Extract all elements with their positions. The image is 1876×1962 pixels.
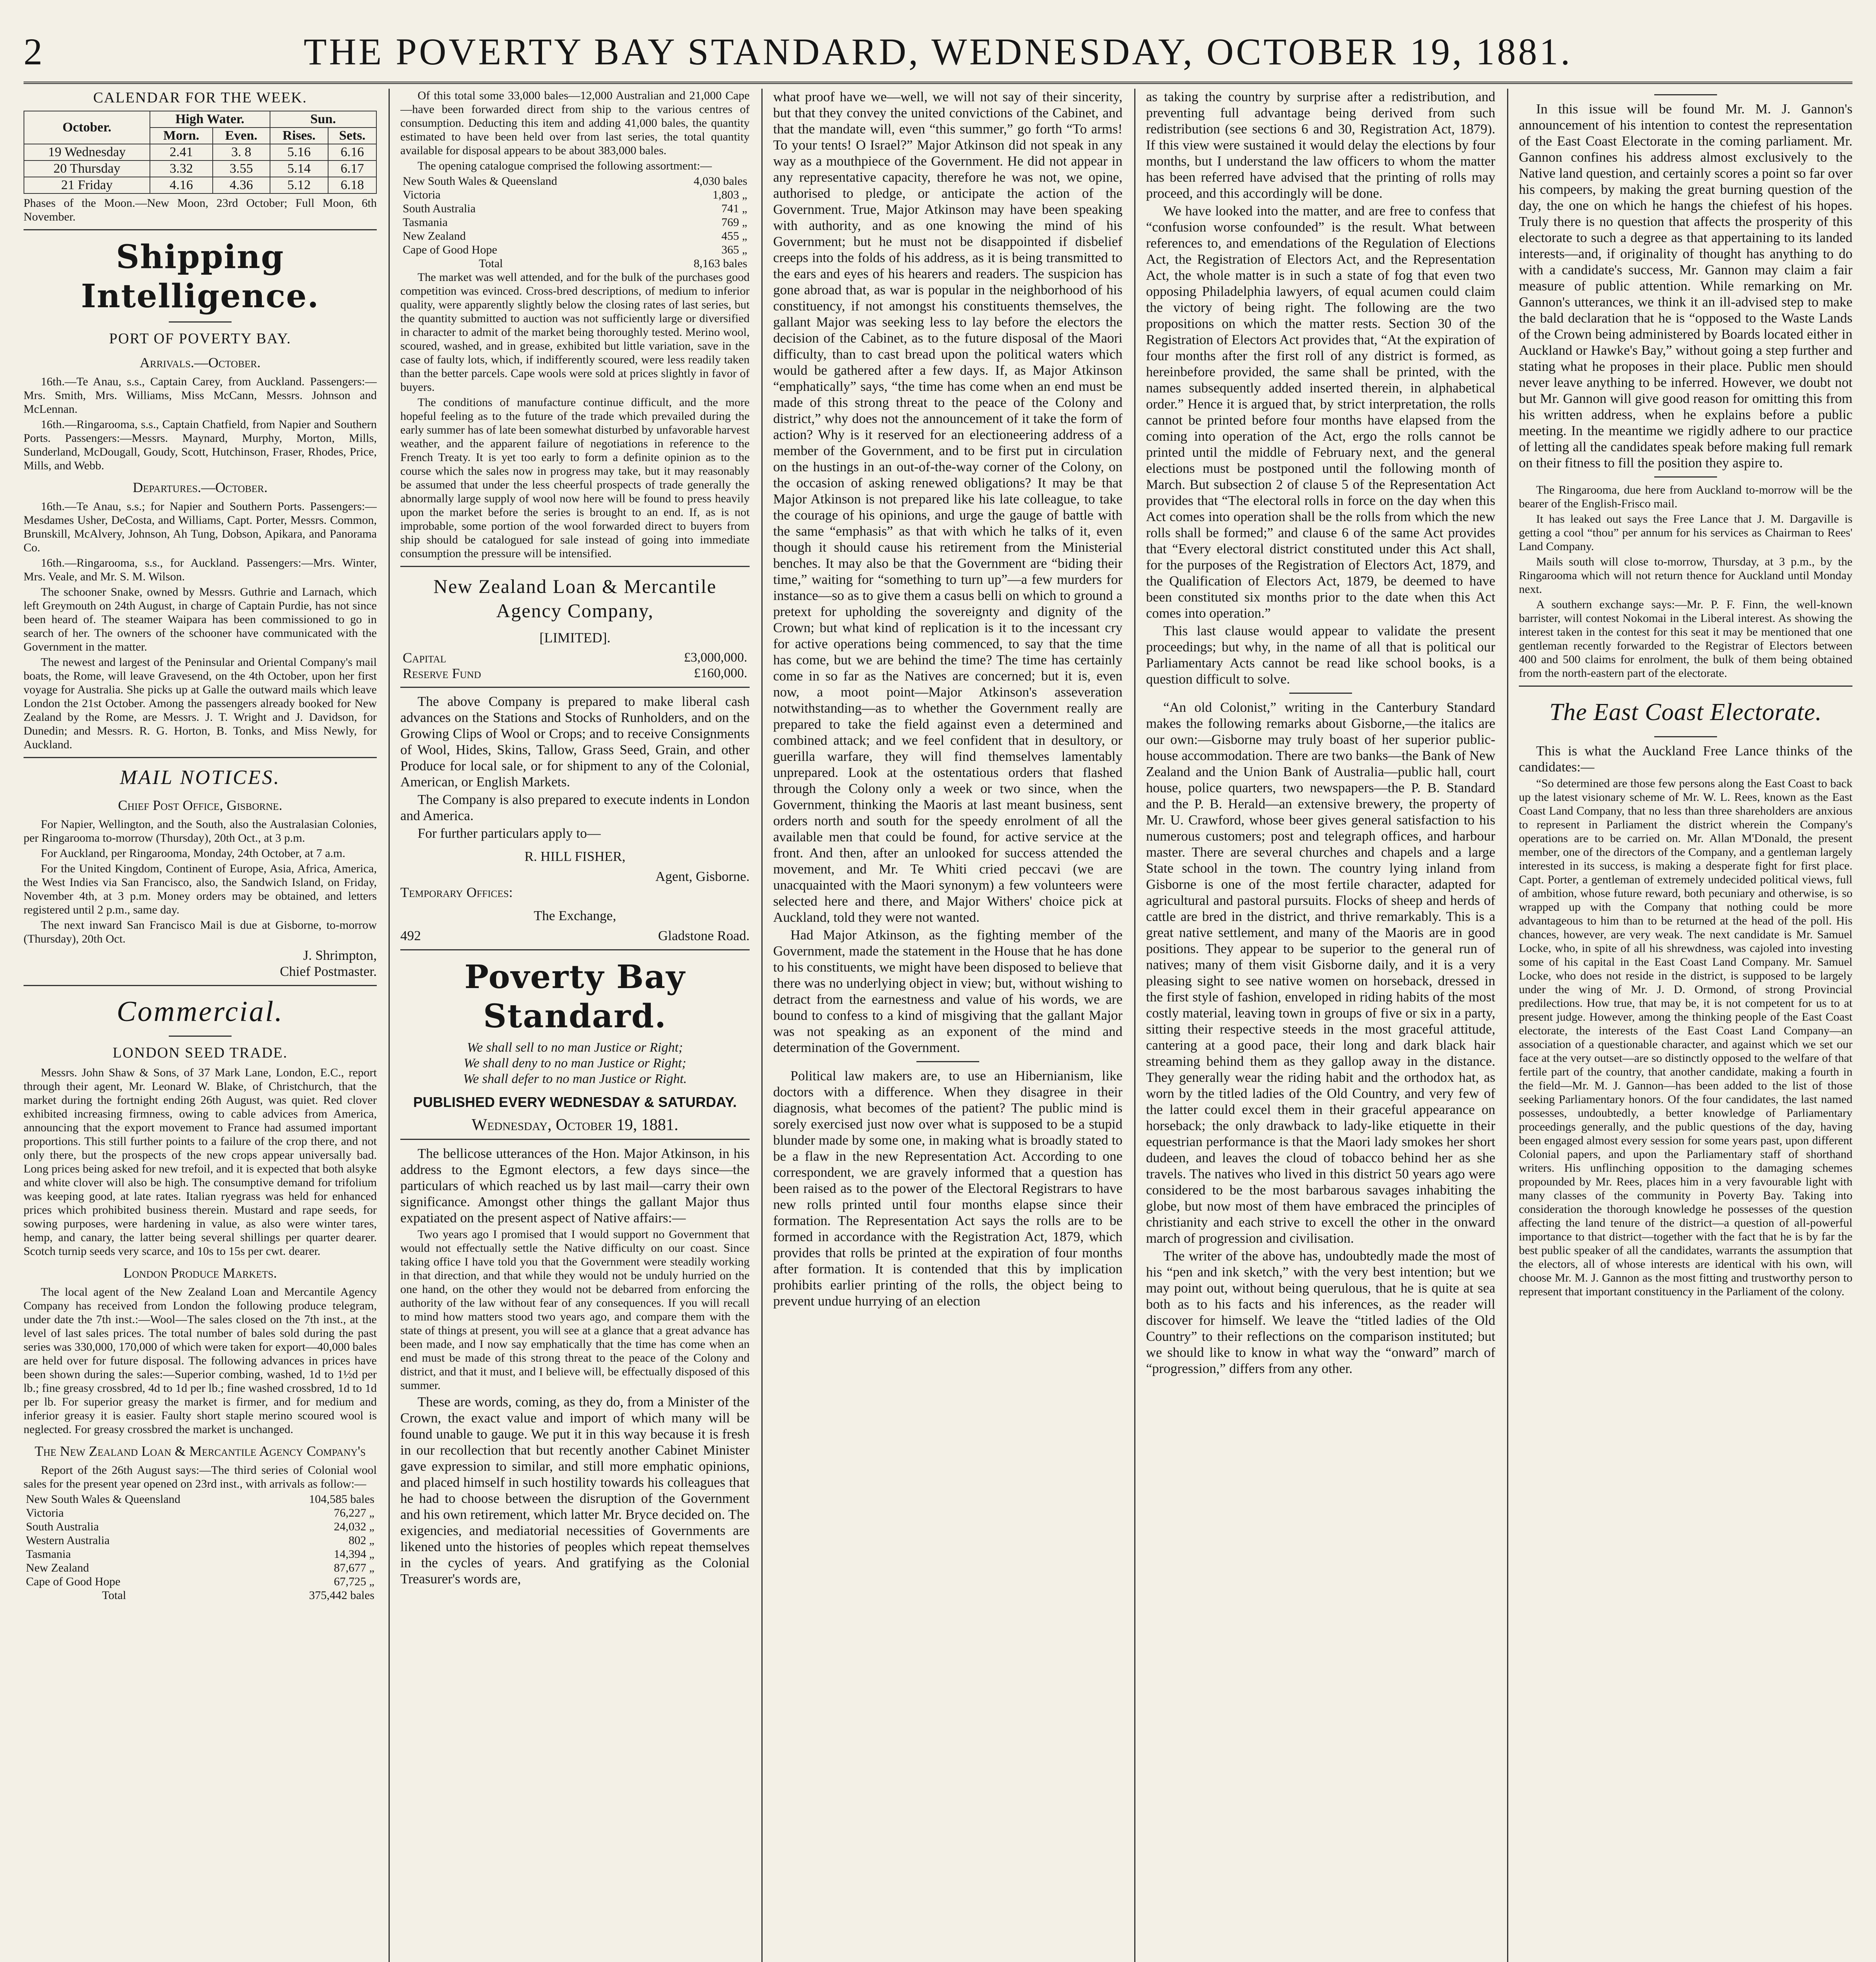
divider — [916, 1061, 979, 1062]
editorial-quote: Two years ago I promised that I would support no Government that would not effectually settle the Native difficulty on our coast. Since taking office I have told you that the Government were steadily working in that direction, and that while they would not be unduly hurried on the one hand, on the other they would not be debarred from enforcing the authority of the law without fear of any consequences. If you will recall to mind how matters stood two years ago, and compare them with the state of things at present, you will see at a glance that a great advance has been made, and I now say emphatically that the time has come when an end must be made of this strong threat to the peace of the Colony and district, and that it must, and I believe will, be effectually disposed of this summer. — [400, 1228, 750, 1392]
moon-phases: Phases of the Moon.—New Moon, 23rd October; Full Moon, 6th November. — [24, 197, 377, 223]
table-row: New Zealand 455 „ — [403, 230, 747, 243]
capital-label: Capital — [403, 650, 446, 666]
table-row: Victoria 76,227 „ — [26, 1506, 374, 1519]
news-brief: A southern exchange says:—Mr. P. F. Finn, the well-known barrister, will contest Nokomai in the Liberal interest. As showing the interest taken in the contest for this seat it may be mentioned that one gentleman recently forwarded to the Registrar of Electors between 400 and 500 claims for enrolment, the bulk of them being obtained from the north-eastern part of the electorate. — [1519, 598, 1852, 680]
produce-heading: London Produce Markets. — [123, 1265, 277, 1281]
rises-header: Rises. — [270, 128, 328, 144]
paper-title: Poverty Bay Standard. — [464, 958, 686, 1035]
motto-line: We shall deny to no man Justice or Right; — [464, 1056, 686, 1070]
wool-intro: Of this total some 33,000 bales—12,000 Australian and 21,000 Cape—have been forwarded direct from ship to the various centres of consumption. Deducting this item and adding 41,000 bales, the quantity estimated to have been held over from last series, the total quantity available for disposal appears to be about 383,000 bales. — [400, 89, 750, 157]
electorate-quote: “So determined are those few persons along the East Coast to back up the latest visionary scheme of Mr. W. L. Rees, known as the East Coast Land Company, that no less than three shareholders are anxious to represent in Parliament the district wherein the Company's operations are to be carried on. Mr. Allan M'Donald, the present member, one of the directors of the Company, and a gentleman largely interested in its success, is making a desperate fight for first place. Capt. Porter, a gentleman of extremely undecided political views, full of ambition, whose future reward, both pecuniary and otherwise, is so wrapped up with the Company that nothing could be more advantageous to him than to be returned at the head of the poll. His chances, however, are very weak. The next candidate is Mr. Samuel Locke, who, in spite of all his shrewdness, was cajoled into investing some of his capital in the East Coast Land Company. Mr. Samuel Locke, who does not reside in the district, is supposed to be largely under the wing of Mr. J. D. Ormond, of strong Provincial predilections. How true, that may be, it is not competent for us to at present judge. However, among the thinking people of the East Coast electorate, the interests of the East Coast Land Company—an association of a questionable character, and against which we set our face at the very outset—are so distinctly opposed to the welfare of that fertile part of the country, that another candidate, making a fourth in the field—Mr. M. J. Gannon—has been added to the list of those seeking Parliamentary honors. Of the four candidates, the last named possesses, undoubtedly, a better knowledge of Parliamentary proceedings generally, and the public questions of the day, having been engaged almost every session for some years past, upon different Colonial papers, and upon the Parliamentary staff of shorthand writers. His unflinching opposition to the damaging schemes propounded by Mr. Rees, places him in a very favourable light with many classes of the community in Poverty Bay. Taking into consideration the thorough knowledge he possesses of the question affecting the land tenure of the district—a question of all-powerful importance to that district—together with the fact that he is by far the best public speaker of all the candidates, warrants the assumption that the electors, all of whose interests are identical with his own, will choose Mr. M. J. Gannon as the most fitting and trustworthy person to represent that important constituency in the Parliament of the colony. — [1519, 777, 1852, 1298]
sun-header: Sun. — [270, 111, 376, 128]
column-5 — [1519, 89, 1852, 1962]
table-row: South Australia 741 „ — [403, 202, 747, 215]
divider — [169, 321, 232, 323]
editorial-paragraph: “An old Colonist,” writing in the Canterbury Standard makes the following remarks about Gisborne,—the italics are our own:—Gisborne may truly boast of her superior public-house accommodation. There are two banks—the Bank of New Zealand and the Union Bank of Australia—public hall, court house, police quarters, two newspapers—the P. B. Standard and the P. B. Herald—an extensive brewery, the property of Mr. U. Crawford, whose beer gives general satisfaction to his numerous customers; post and telegraph offices, and harbour master. There are several churches and chapels and a large State school in the town. The country lying inland from Gisborne is one of the most fertile character, adapted for agricultural and pastoral pursuits. Flocks of sheep and herds of cattle are bred in the district, and thrive remarkably. This is a great native settlement, and many of the Maoris are in good positions. They appear to be superior to the general run of natives; many of them visit Gisborne daily, and it is a very pleasing sight to see native women on horseback, dressed in the first style of fashion, enveloped in riding habits of the most costly material, leaving town in groups of five or six in a party, sitting their respective steeds in the most graceful attitude, cantering at a good pace, their long and dark black hair streaming behind them as they gallop away in the distance. They generally wear the riding habit and the orthodox hat, as worn by the titled ladies of the Old Country, and very few of the latter could excel them in their graceful appearance on horseback; the only drawback to lady-like etiquette in their equestrian performance is that the Maori lady smokes her short dudeen, and leaves the cloud of tobacco behind her as she travels. The natives who lived in this district 50 years ago were considered to be the most barbarous savages inhabiting the globe, but now most of them have embraced the principles of christianity and each strive to excell the other in the onward march of progression and civilisation. — [1146, 700, 1495, 1246]
column-rule — [761, 89, 763, 1962]
column-4 — [1146, 89, 1495, 1962]
table-row: New Zealand 87,677 „ — [26, 1561, 374, 1574]
nzloan-limited: [LIMITED]. — [539, 630, 611, 645]
motto-line: We shall defer to no man Justice or Right. — [463, 1072, 687, 1086]
mail-paragraph: The next inward San Francisco Mail is due at Gisborne, to-morrow (Thursday), 20th Oct. — [24, 919, 377, 945]
arrivals-heading: Arrivals.—October. — [140, 355, 261, 370]
column-3 — [773, 89, 1122, 1962]
editorial-paragraph: This last clause would appear to validate the present proceedings; but why, in the name of all that is political our Parliamentary Acts cannot be read like school books, is a question difficult to solve. — [1146, 623, 1495, 687]
mail-paragraph: For the United Kingdom, Continent of Europe, Asia, Africa, America, the West Indies via San Francisco, also, the Sandwich Island, on Friday, November 4th, at 3 p.m. Money orders may be obtained, and letters registered until 2 p.m., same day. — [24, 862, 377, 916]
table-row: Victoria 1,803 „ — [403, 188, 747, 201]
editorial-paragraph: The writer of the above has, undoubtedly made the most of his “pen and ink sketch,” with the very best intention; but we may point out, without being querulous, that he is quite at sea both as to his facts and his inferences, as the reader will discover for himself. We leave the “titled ladies of the Old Country” to their reflections on the comparison instituted; but we should like to know in what way the “onward” march of “progression,” differs from any other. — [1146, 1248, 1495, 1376]
page-number: 2 — [24, 31, 42, 73]
column-rule — [389, 89, 390, 1962]
divider — [24, 985, 377, 986]
departures-heading: Departures.—October. — [133, 480, 268, 495]
nzloan-heading: New Zealand Loan & Mercantile Agency Company, — [433, 575, 717, 622]
wool-catalogue-table — [400, 174, 750, 270]
editorial-paragraph: We have looked into the matter, and are free to confess that “confusion worse confounded” is the result. What between references to, and emendations of the Regulation of Elections Act, the Registration of Electors Act, and the Representation Act, the whole matter is in such a state of fog that even two opposing Philadelphia lawyers, of equal acumen could claim the victory of being right. The following are the two propositions on which the matter rests. Section 30 of the Registration of Electors Act provides that, “At the expiration of four months after the first roll of any district is formed, as hereinbefore provided, the same shall be printed, with the names subsequently added inserted therein, in alphabetical order.” Hence it is argued that, by strict interpretation, the rolls cannot be printed before four months have elapsed from the coming into operation of the Act, ergo the rolls cannot be printed until the middle of February next, and the general elections must be postponed until the following month of March. But subsection 2 of clause 5 of the Representation Act provides that “The electoral rolls in force on the day when this Act comes into operation shall be the rolls from which the new rolls shall be formed;” and clause 6 of the same Act provides that “Every electoral district constituted under this Act shall, for the purposes of the Registration of Electors Act, 1879, and the Qualification of Electors Act, 1879, be deemed to have been constituted six months prior to the date when this Act comes into operation.” — [1146, 203, 1495, 621]
nzloan-body-2: The Company is also prepared to execute indents in London and America. — [400, 792, 750, 823]
reserve-value: £160,000. — [694, 666, 747, 680]
divider — [400, 566, 750, 567]
editorial-paragraph: In this issue will be found Mr. M. J. Gannon's announcement of his intention to contest the representation of the East Coast Electorate in the coming parliament. Mr. Gannon confines his address almost exclusively to the Native land question, and certainly scores a point so far over his compeers, by making the great burning question of the day, the one on which he hangs the chiefest of his hopes. Truly there is no question that affects the prosperity of this electorate to such a degree as that appertaining to its landed interests—and, if originality of thought has anything to do with a candidate's success, Mr. Gannon may claim a fair measure of public attention. While remarking on Mr. Gannon's utterances, we think it an ill-advised step to make the bald declaration that he is “opposed to the Waste Lands of the Crown being administered by Boards located either in Auckland or Hawke's Bay,” without going a step further and stating what he proposes in their place. Public men should never leave anything to be inferred. However, we doubt not but Mr. Gannon will give good reason for omitting this from his written address, when he explains before a public meeting. In the meantime we rigidly adhere to our practice of letting all the candidates speak before making full remark on their fitness to fill the position they aspire to. — [1519, 101, 1852, 470]
wool-catalogue-text: The opening catalogue comprised the following assortment:— — [418, 159, 712, 172]
table-row: Tasmania 769 „ — [403, 216, 747, 229]
port-heading: PORT OF POVERTY BAY. — [109, 330, 292, 347]
high-water-header: High Water. — [150, 111, 270, 128]
newspaper-header-title: THE POVERTY BAY STANDARD, WEDNESDAY, OCTOBER 19, 1881. — [303, 31, 1573, 73]
paper-date: Wednesday, October 19, 1881. — [471, 1116, 679, 1134]
nzloan-road: Gladstone Road. — [658, 928, 750, 943]
wool-market-text: The market was well attended, and for the bulk of the purchases good competition was evinced. Cross-bred descriptions, of medium to inferior quality, were apparently slightly below the closing rates of last series, but the quantity submitted to auction was not sufficiently large or diversified in character to admit of the market being thoroughly tested. Merino wool, scoured, washed, and in grease, exhibited but little variation, save in the case of faulty lots, which, if indifferently scoured, were less readily taken than the better parcels. Cape wools were sold at prices slightly in favor of buyers. — [400, 271, 750, 394]
mail-signature-title: Chief Postmaster. — [280, 964, 377, 979]
produce-text: The local agent of the New Zealand Loan and Mercantile Agency Company has received from London the following produce telegram, under date the 7th inst.:—Wool—The sales closed on the 7th inst., at the level of last sales prices. The total number of bales sold during the past series was 330,000, 170,000 of which were taken for export—40,000 bales are held over for future disposal. The following advances in prices have been shown during the sales:—Superior combing, washed, 1d to 1½d per lb.; fine greasy crossbred, 4d to 1d per lb.; fine washed crossbred, 1d to 1d per lb. For superior greasy the market is firmer, and for medium and inferior greasy it is easier. Faulty short staple merino scoured wool is neglected. For greasy crossbred the market is unchanged. — [24, 1286, 377, 1436]
column-2 — [400, 89, 750, 1962]
divider — [400, 949, 750, 950]
calendar-row: 21 Friday 4.16 4.36 5.12 6.18 — [24, 177, 376, 193]
wool-conditions-text: The conditions of manufacture continue difficult, and the more hopeful feeling as to the future of the trade which prevailed during the early summer has of late been somewhat disturbed by unfavorable harvest weather, and the apparent failure of negotiations in reference to the French Treaty. It is yet too early to form a definite opinion as to the course which the sales now in progress may take, but it may reasonably be assumed that under the less cheerful prospects of trade generally the abnormally large supply of wool now here will be found to press heavily upon the market before the series is brought to an end. If, as is not improbable, some portion of the wool forwarded direct to buyers from ship should be catalogued for sale instead of going into immediate consumption the pressure will be intensified. — [400, 396, 750, 560]
nzloan-body-3: For further particulars apply to— — [418, 826, 601, 841]
editorial-paragraph: These are words, coming, as they do, from a Minister of the Crown, the exact value and import of which many will be found unable to gauge. We put it in this way because it is fresh in our recollection that but recently another Cabinet Minister gave expression to similar, and still more emphatic opinions, and placed himself in such hostility towards his colleagues that he had to choose between the disruption of the Government and his own retirement, which latter Mr. Bryce decided on. The exigencies, and mediatorial necessities of Governments are likened unto the histories of peoples which repeat themselves in the cycles of years. And gratifying as the Colonial Treasurer's words are, — [400, 1394, 750, 1586]
nzloan-agent-title: Agent, Gisborne. — [655, 869, 750, 884]
editorial-paragraph: Had Major Atkinson, as the fighting member of the Government, made the statement in the House that he has done to his constituents, we might have been disposed to believe that there was no underlying object in view; but, without wishing to detract from the earnestness and value of his words, we are bound to confess to a kind of misgiving that the gallant Major was not speaking as an exponent of the mind and determination of the Government. — [773, 927, 1122, 1055]
arrival-item: 16th.—Te Anau, s.s., Captain Carey, from Auckland. Passengers:—Mrs. Smith, Mrs. Williams, Miss McCann, Messrs. Johnson and McLennan. — [24, 375, 377, 416]
table-row: Cape of Good Hope 67,725 „ — [26, 1575, 374, 1588]
mail-office: Chief Post Office, Gisborne. — [118, 797, 283, 813]
divider — [400, 687, 750, 688]
divider — [1654, 476, 1717, 478]
shipping-heading: Shipping Intelligence. — [81, 238, 319, 315]
table-row: Western Australia 802 „ — [26, 1534, 374, 1547]
table-row: New South Wales & Queensland 4,030 bales — [403, 175, 747, 188]
motto-line: We shall sell to no man Justice or Right; — [467, 1040, 683, 1055]
editorial-paragraph: Political law makers are, to use an Hibernianism, like doctors with a difference. When they disagree in their diagnosis, what becomes of the patient? The public mind is sorely exercised just now over what is supposed to be a stupid blunder made by some one, in making what is broadly stated to be a flaw in the new Representation Act. According to one correspondent, we are gravely informed that a question has been raised as to the power of the Electoral Registrars to have new rolls printed until four months elapse since their formation. The Representation Act says the rolls are to be formed in accordance with the Registration Act, 1879, which provides that rolls be printed at the expiration of four months after formation. It is contended that this by implication prohibits earlier printing of the rolls, the object being to prevent undue hurrying of an election — [773, 1068, 1122, 1309]
departure-item: 16th.—Ringarooma, s.s., for Auckland. Passengers:—Mrs. Winter, Mrs. Veale, and Mr. S. M. Wilson. — [24, 556, 377, 583]
calendar-table — [24, 111, 377, 194]
seed-trade-heading: LONDON SEED TRADE. — [113, 1045, 288, 1061]
arrival-item: 16th.—Ringarooma, s.s., Captain Chatfield, from Napier and Southern Ports. Passengers:—Messrs. Maynard, Murphy, Morton, Mills, Sunderland, McDougall, Goudy, Scott, Hutchinson, Fraser, Rhodes, Price, Mills, and Webb. — [24, 418, 377, 472]
morn-header: Morn. — [150, 128, 213, 144]
mail-heading: MAIL NOTICES. — [120, 766, 281, 789]
shipping-note: The newest and largest of the Peninsular and Oriental Company's mail boats, the Rome, will leave Gravesend, on the 4th October, upon her first voyage for Australia. She picks up at Galle the outward mails which leave London the 21st October. Among the passengers already booked for New Zealand by the Rome, are Messrs. J. T. Wright and J. Davidson, for Dunedin; and Messrs. R. G. Horton, B. Tonks, and Miss Newly, for Auckland. — [24, 656, 377, 751]
calendar-month-header: October. — [24, 111, 150, 144]
table-row: New South Wales & Queensland 104,585 bales — [26, 1493, 374, 1506]
news-brief: Mails south will close to-morrow, Thursday, at 3 p.m., by the Ringarooma which will not return thence for Auckland until Monday next. — [1519, 555, 1852, 596]
editorial-paragraph: what proof have we—well, we will not say of their sincerity, but that they convey the united convictions of the Cabinet, and that the mandate will, even “this summer,” go forth “To arms! To your tents! O Israel?” Major Atkinson did not speak in any way as a mouthpiece of the Government. He did not appear in any representative capacity, therefore he was not, we opine, authorised to pledge, or anticipate the action of the Government. True, Major Atkinson may have been speaking with authority, and as one knowing the mind of his Government; but he must not be disappointed if disbelief creeps into the folds of his address, as it is being transmitted to the ears and eyes of his hearers and readers. The suspicion has gone abroad that, as war is popular in the neighborhood of his constituency, if not amongst his constituents themselves, the gallant Major was seeking less to lay before the electors the decision of the Cabinet, as to the future disposal of the Maori difficulty, than to cast bread upon the political waters which would be gathered after a few days. If, as Major Atkinson “emphatically” says, “the time has come when an end must be made of this strong threat to the peace of the Colony and district,” why does not the announcement of it take the form of action? Why is it reserved for an electioneering address of a member of the Government, and to be first put in circulation on the hustings in an out-of-the-way corner of the Colony, on the occasion of asking renewed obligations? It may be that Major Atkinson is not prepared like his late colleague, to take the courage of his opinions, and urge the gauge of battle with the same “emphasis” as that with which he talks of it, even though it should cause his retirement from the Ministerial benches. It may also be that the Government are “biding their time,” waiting for “something to turn up”—a few murders for instance—so as to give them a casus belli on which to ground a pretext for upholding the sovereignty and dignity of the Crown; but what kind of replication is it to the incessant cry for active operations being commenced, to say that the time has come, but we are behind the time? The time has certainly come in so far as the Natives are concerned; but it is, even now, a moot point—Major Atkinson's asseveration notwithstanding—as to whether the Government really are prepared to take the field against even a determined and combined attack; and we feel confident that in desultory, or guerilla warfare, they will find themselves lamentably unprepared. Look at the ostentatious orders that flashed through the Colony only a week or two since, when the Government, thinking the Maoris at last meant business, sent orders north and south for the speedy enrolment of all the available men that could be found, for active service at the front. And then, after an unlooked for success attended the movement, and Mr. Te Whiti cried peccavi (we are unacquainted with the Maori synonym) a few volunteers were selected here and there, and Major Withers' choice pick at Auckland, told they were not wanted. — [773, 89, 1122, 925]
news-brief: The Ringarooma, due here from Auckland to-morrow will be the bearer of the English-Frisco mail. — [1519, 483, 1852, 510]
ad-number: 492 — [400, 928, 421, 943]
divider — [169, 1036, 232, 1037]
even-header: Even. — [213, 128, 270, 144]
calendar-row: 19 Wednesday 2.41 3. 8 5.16 6.16 — [24, 144, 376, 160]
sets-header: Sets. — [328, 128, 376, 144]
nzloan-offices: The Exchange, — [534, 908, 616, 923]
calendar-heading: CALENDAR FOR THE WEEK. — [93, 89, 307, 106]
published-line: PUBLISHED EVERY WEDNESDAY & SATURDAY. — [413, 1094, 737, 1110]
divider — [1289, 693, 1352, 694]
table-row: Cape of Good Hope 365 „ — [403, 243, 747, 256]
divider — [24, 229, 377, 230]
masthead — [24, 23, 1852, 84]
loan-text: Report of the 26th August says:—The third series of Colonial wool sales for the present year opened on 23rd inst., with arrivals as follow:— — [24, 1464, 377, 1490]
divider — [1654, 94, 1717, 95]
table-row: South Australia 24,032 „ — [26, 1520, 374, 1533]
table-total-row: Total 375,442 bales — [102, 1589, 374, 1602]
column-rule — [1134, 89, 1135, 1962]
wool-arrivals-table — [24, 1492, 377, 1602]
news-brief: It has leaked out says the Free Lance that J. M. Dargaville is getting a cool “thou” per annum for his services as Chairman to Rees' Land Company. — [1519, 512, 1852, 553]
table-row: Tasmania 14,394 „ — [26, 1548, 374, 1561]
mail-paragraph: For Auckland, per Ringarooma, Monday, 24th October, at 7 a.m. — [41, 847, 345, 860]
divider — [24, 757, 377, 758]
loan-heading: The New Zealand Loan & Mercantile Agency Company's — [35, 1443, 366, 1459]
electorate-heading: The East Coast Electorate. — [1549, 699, 1822, 726]
electorate-intro: This is what the Auckland Free Lance thinks of the candidates:— — [1519, 743, 1852, 775]
editorial-paragraph: as taking the country by surprise after a redistribution, and preventing full advantage being derived from such redistribution (see sections 6 and 30, Registration Act, 1879). If this view were sustained it would delay the elections by four months, but I understand the law officers to whom the matter has been referred have advised that the printing of rolls may proceed, and this accordingly will be done. — [1146, 89, 1495, 201]
editorial-paragraph: The bellicose utterances of the Hon. Major Atkinson, in his address to the Egmont electors, a few days since—the particulars of which reached us by last mail—carry their own significance. Amongst other things the gallant Major thus expatiated on the present aspect of Native affairs:— — [400, 1146, 750, 1225]
shipping-note: The schooner Snake, owned by Messrs. Guthrie and Larnach, which left Greymouth on 24th August, in charge of Captain Purdie, has not since been heard of. The steamer Waipara has been commissioned to go in search of her. The owners of the schooner have communicated with the Government in the matter. — [24, 585, 377, 653]
column-rule — [1507, 89, 1508, 1962]
nzloan-agent: R. HILL FISHER, — [524, 849, 626, 864]
seed-trade-text: Messrs. John Shaw & Sons, of 37 Mark Lane, London, E.C., report through their agent, Mr. Leonard W. Blake, of Christchurch, that the market during the fortnight ending 26th August, was quiet. Red clover exhibited increasing firmness, owing to cable advices from America, announcing that the export movement to France had assumed important proportions. This still further points to a failure of the crop there, and not only there, but the prospects of the new crops appear universally bad. Long prices being asked for new trefoil, and it is expected that both alsyke and white clover will also be high. The consumptive demand for trifolium was keeping good, at late rates. Italian ryegrass was held for enhanced prices which prohibited business therein. Mustard and rape seeds, for sowing purposes, were hardening in value, as also were winter tares, hemp, and canary, the latter being several shillings per quarter dearer. Scotch turnip seeds very scarce, and 10s to 15s per cwt. dearer. — [24, 1066, 377, 1258]
table-total-row: Total 8,163 bales — [479, 257, 747, 270]
departure-item: 16th.—Te Anau, s.s.; for Napier and Southern Ports. Passengers:—Mesdames Usher, DeCosta, and Williams, Capt. Porter, Messrs. Common, Brunskill, McAlvery, Johnson, Ah Tung, Dobson, Apikara, and Panorama Co. — [24, 500, 377, 554]
nzloan-body: The above Company is prepared to make liberal cash advances on the Stations and Stocks of Runholders, and on the Growing Clips of Wool or Crops; and to receive Consignments of Wool, Hides, Skins, Tallow, Grass Seed, Grain, and other Produce for local sale, or for shipment to any of the Colonial, American, or English Markets. — [400, 694, 750, 790]
nzloan-offices-label: Temporary Offices: — [400, 884, 513, 900]
commercial-heading: Commercial. — [117, 996, 284, 1028]
mail-paragraph: For Napier, Wellington, and the South, also the Australasian Colonies, per Ringarooma to-morrow (Thursday), 20th Oct., at 3 p.m. — [24, 818, 377, 844]
calendar-row: 20 Thursday 3.32 3.55 5.14 6.17 — [24, 160, 376, 177]
divider — [1519, 686, 1852, 687]
capital-value: £3,000,000. — [684, 650, 747, 665]
reserve-label: Reserve Fund — [403, 666, 481, 681]
mail-signature: J. Shrimpton, — [303, 948, 377, 963]
divider — [1654, 736, 1717, 737]
column-1 — [24, 89, 377, 1962]
divider — [400, 1139, 750, 1140]
nzloan-capital-table — [400, 650, 750, 681]
